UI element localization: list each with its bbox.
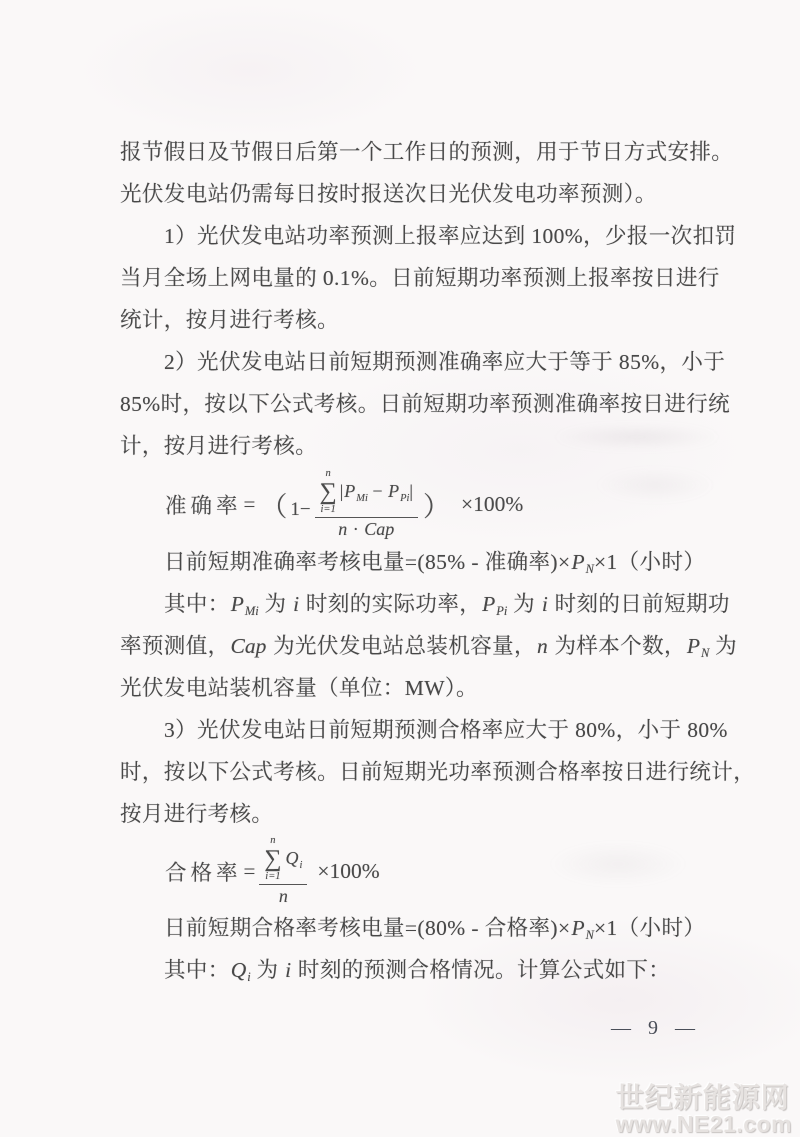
math-variable: P: [482, 592, 496, 616]
summation-block: [264, 835, 281, 882]
math-subscript: N: [701, 646, 710, 660]
math-variable: P: [344, 480, 356, 501]
watermark: [616, 1084, 792, 1136]
page-number: — 9 —: [611, 1017, 701, 1039]
text-line: 日前短期合格率考核电量=(80% - 合格率)$\times P_N\times 1$（小时）: [164, 916, 706, 942]
math-variable: n: [338, 518, 348, 539]
fraction-numerator: [315, 468, 418, 517]
watermark-site-name: 世纪新能源网: [615, 1082, 790, 1113]
math-subscript: Pi: [400, 492, 410, 504]
text-line: 率预测值，Cap 为光伏发电站总装机容量，n 为样本个数，$P_N$ 为: [120, 634, 738, 660]
text-line: 统计，按月进行考核。: [120, 308, 340, 332]
math-variable: P: [571, 550, 585, 574]
formula-label: 合格率: [165, 860, 242, 885]
equals-sign: =: [243, 858, 256, 883]
sum-sign: ∑: [264, 846, 282, 872]
math-variable: Q: [285, 847, 299, 868]
text-line: 其中：$Q_i$ 为 i 时刻的预测合格情况。计算公式如下：: [164, 958, 671, 984]
math-variable: P: [686, 634, 701, 658]
text-line: 1）光伏发电站功率预测上报率应达到 100%，少报一次扣罚: [164, 224, 737, 248]
math-variable: P: [230, 592, 244, 616]
watermark-url: www.NE21.com: [615, 1110, 792, 1137]
multiplier: ×100%: [460, 491, 524, 516]
math-subscript: i: [299, 859, 303, 871]
math-subscript: Mi: [356, 492, 368, 504]
math-variable: Cap: [364, 518, 395, 539]
math-variable: Cap: [230, 634, 267, 658]
text-line: 报节假日及节假日后第一个工作日的预测，用于节日方式安排。: [120, 140, 734, 164]
math-subscript: Mi: [244, 604, 259, 618]
fraction: [259, 835, 307, 906]
sum-lower-limit: i=1: [320, 504, 336, 515]
sum-lower-limit: i=1: [265, 871, 281, 882]
paragraph-group-1: [120, 131, 737, 467]
math-variable: Q: [230, 958, 247, 982]
equals-sign: =: [243, 491, 256, 516]
fraction: [315, 468, 418, 539]
fraction-numerator: [259, 835, 307, 884]
text-line: 按月进行考核。: [120, 802, 274, 826]
summation-block: [320, 468, 337, 515]
math-variable: i: [541, 592, 548, 616]
math-variable: P: [388, 480, 400, 501]
open-paren: （: [260, 491, 288, 522]
text-line: 其中：$P_{Mi}$ 为 i 时刻的实际功率，$P_{Pi}$ 为 i 时刻的日前短期功: [164, 592, 730, 618]
text-line: 当月全场上网电量的 0.1%。日前短期功率预测上报率按日进行: [120, 266, 720, 290]
numerator-expression: [284, 848, 302, 871]
math-subscript: N: [585, 562, 594, 576]
paragraph-group-3: [120, 907, 720, 991]
math-subscript: Pi: [496, 604, 508, 618]
numerator-expression: $|P_{Mi} - P_{Pi}|$: [339, 480, 413, 504]
formula-label: 准确率: [165, 493, 242, 518]
formula-accuracy: [120, 467, 720, 541]
text-line: 3）光伏发电站日前短期预测合格率应大于 80%，小于 80%: [164, 718, 728, 742]
paragraph-group-2: [120, 541, 756, 835]
math-subscript: N: [585, 928, 594, 942]
sum-upper-limit: n: [325, 468, 331, 480]
text-line: 计，按月进行考核。: [120, 434, 318, 458]
text-line: 时，按以下公式考核。日前短期光功率预测合格率按日进行统计，: [120, 760, 756, 784]
sum-sign: ∑: [319, 479, 337, 505]
math-variable: i: [293, 592, 300, 616]
text-line: 85%时，按以下公式考核。日前短期功率预测准确率按日进行统: [120, 392, 731, 416]
math-variable: P: [571, 916, 585, 940]
text-line: 光伏发电站仍需每日按时报送次日光伏发电功率预测）。: [120, 182, 657, 206]
sum-upper-limit: n: [270, 835, 276, 847]
math-variable: n: [536, 634, 548, 658]
math-subscript: i: [247, 970, 251, 984]
text-line: 2）光伏发电站日前短期预测准确率应大于等于 85%，小于: [164, 350, 726, 374]
multiplier: ×100%: [317, 858, 380, 883]
text-line: 日前短期准确率考核电量=(85% - 准确率)$\times P_N\times 1$（小时）: [164, 550, 706, 576]
one-minus-term: 1−: [290, 499, 311, 520]
formula-pass-rate: [120, 835, 720, 907]
body-text: [120, 131, 756, 991]
denominator-expression: [278, 885, 289, 907]
close-paren: ）: [422, 491, 450, 522]
math-variable: i: [285, 958, 292, 982]
denominator-expression: n · Cap: [338, 518, 395, 539]
math-variable: n: [278, 885, 288, 906]
text-line: 光伏发电站装机容量（单位：MW）。: [120, 676, 478, 700]
